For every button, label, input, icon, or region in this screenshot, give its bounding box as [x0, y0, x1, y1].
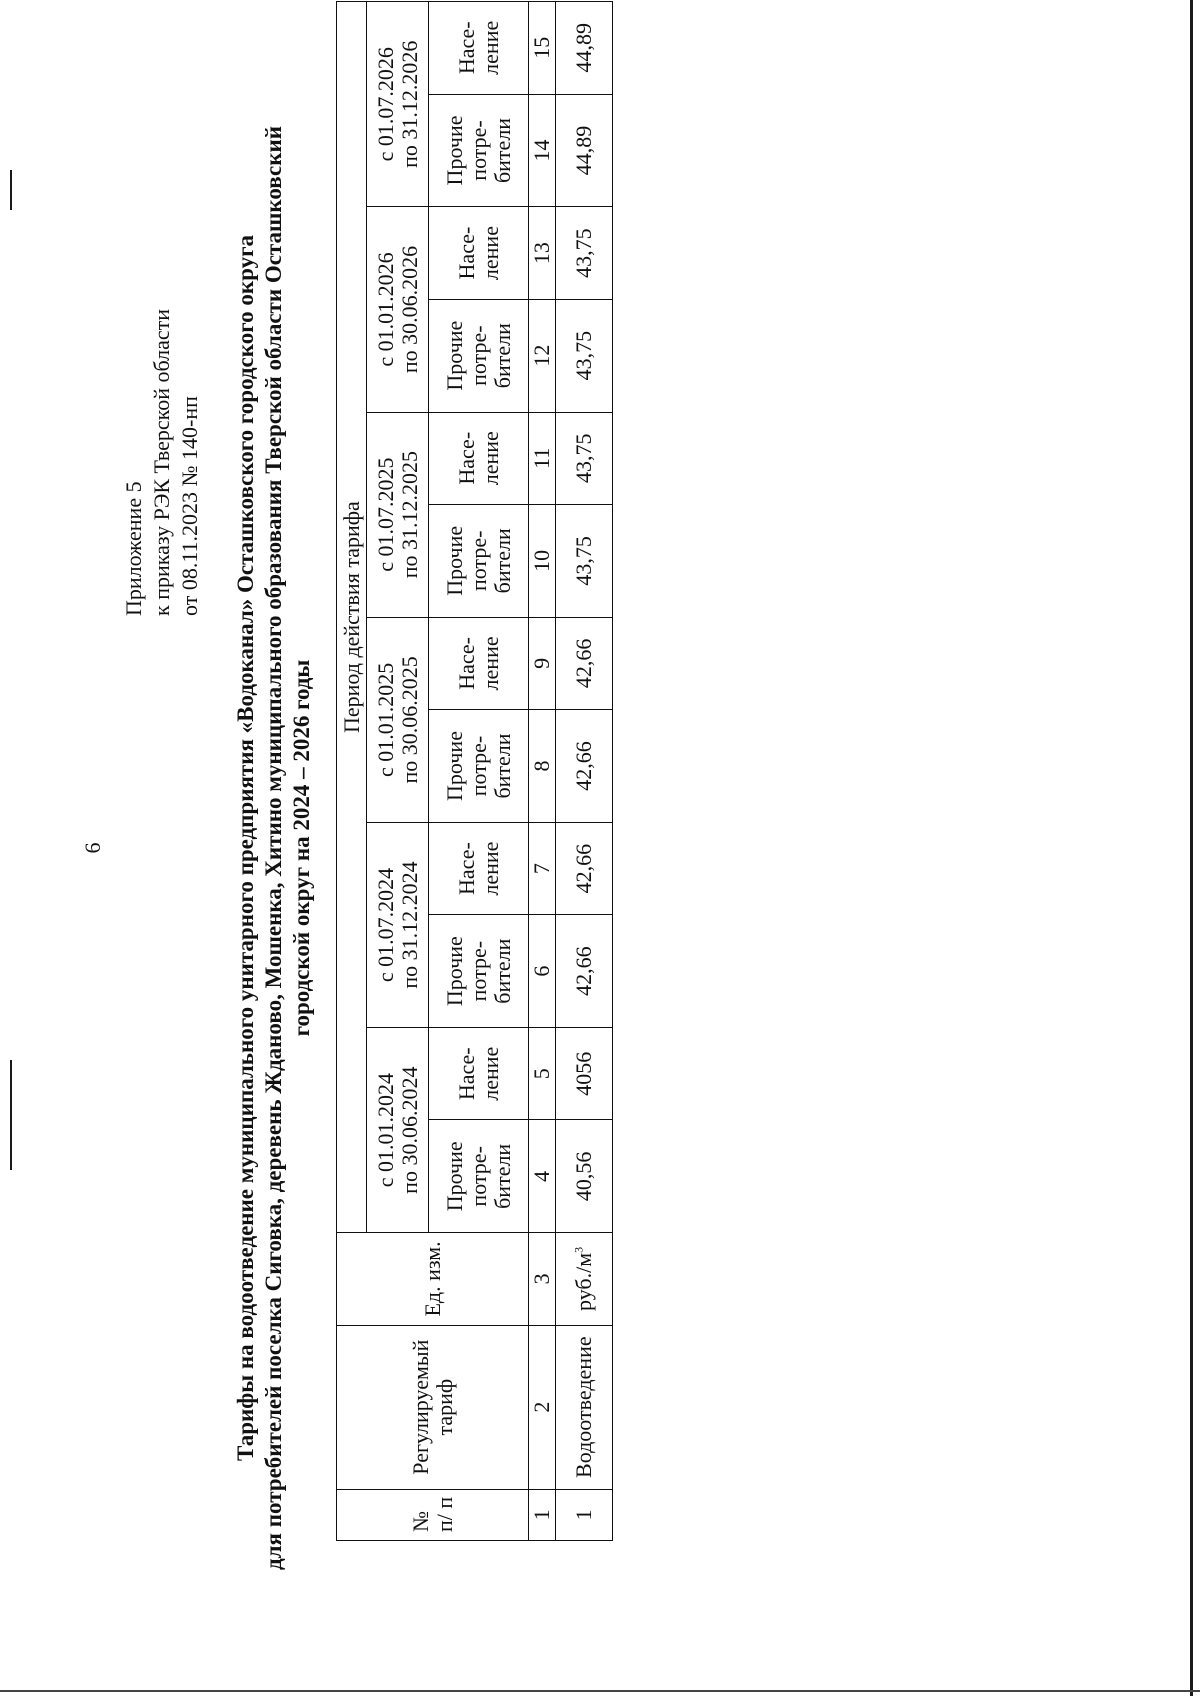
consumer-label-line: Прочие	[441, 936, 467, 1007]
period-end: по 31.12.2025	[396, 451, 422, 579]
column-index: 12	[529, 299, 556, 412]
column-index: 10	[529, 504, 556, 617]
period-end: по 31.12.2024	[396, 861, 422, 989]
consumer-label-line: ление	[477, 636, 503, 691]
column-index: 15	[529, 2, 556, 95]
tariff-value: 43,75	[556, 412, 613, 504]
column-index: 1	[529, 1489, 556, 1540]
consumer-label-line: Насе-	[453, 1047, 479, 1101]
consumer-other-header	[429, 710, 529, 823]
unit-superscript: 3	[571, 1246, 586, 1253]
consumer-label-line: бители	[489, 733, 515, 799]
consumer-label-line: ление	[477, 20, 503, 75]
period-start: с 01.07.2026	[372, 47, 398, 162]
tariff-value: 40,56	[556, 1120, 613, 1233]
period-start: с 01.01.2026	[372, 252, 398, 367]
column-index: 8	[529, 710, 556, 823]
period-cell	[367, 617, 429, 822]
consumer-label-line: потре-	[465, 1146, 491, 1207]
consumer-label-line: потре-	[465, 735, 491, 797]
consumer-other-header	[429, 915, 529, 1028]
period-cell	[367, 207, 429, 412]
column-index: 7	[529, 822, 556, 914]
period-end: по 30.06.2026	[396, 245, 422, 374]
column-index: 9	[529, 617, 556, 709]
period-end: по 30.06.2024	[396, 1066, 422, 1194]
consumer-label-line: ление	[477, 841, 503, 896]
consumer-label-line: бители	[489, 1143, 515, 1209]
consumer-other-header	[429, 1120, 529, 1233]
page-number: 6	[80, 842, 105, 854]
row-number: 1	[556, 1489, 613, 1540]
unit-text: руб./м	[571, 1252, 596, 1311]
consumer-label-line: бители	[489, 938, 515, 1004]
consumer-label-line: Прочие	[441, 731, 467, 801]
consumer-label-line: бители	[489, 117, 515, 184]
period-cell	[367, 412, 429, 617]
consumer-population-header	[429, 207, 529, 299]
tariff-value: 43,75	[556, 207, 613, 299]
consumer-population-header	[429, 822, 529, 914]
tariff-value: 4056	[556, 1028, 613, 1120]
column-header-tariff: Регулируемый тариф	[337, 1325, 529, 1489]
table-row	[556, 2, 613, 1541]
column-index: 4	[529, 1120, 556, 1233]
consumer-label-line: ление	[477, 226, 503, 281]
title-line: для потребителей поселка Сиговка, деревень Жданово, Мошенка, Хитино муниципального образования Тверской области Осташковский	[261, 126, 286, 1570]
column-index: 3	[529, 1233, 556, 1325]
tariff-value: 43,75	[556, 504, 613, 617]
column-index: 13	[529, 207, 556, 299]
title-line: городской округ на 2024 – 2026 годы	[289, 659, 314, 1037]
tariff-value: 42,66	[556, 822, 613, 914]
consumer-label-line: бители	[489, 528, 515, 594]
document-title	[232, 0, 316, 1696]
consumer-other-header	[429, 299, 529, 412]
period-cell	[367, 2, 429, 207]
period-cell	[367, 1028, 429, 1233]
consumer-other-header	[429, 94, 529, 207]
tariff-value: 42,66	[556, 710, 613, 823]
consumer-label-line: потре-	[465, 120, 491, 181]
consumer-label-line: ление	[477, 431, 503, 486]
period-start: с 01.07.2025	[372, 457, 398, 572]
tariff-value: 44,89	[556, 2, 613, 95]
column-index: 2	[529, 1325, 556, 1489]
tariff-value: 42,66	[556, 915, 613, 1028]
row-unit	[556, 1233, 613, 1325]
consumer-label-line: Прочие	[441, 115, 467, 186]
consumer-label-line: Прочие	[441, 525, 467, 596]
consumer-label-line: Прочие	[441, 320, 467, 391]
consumer-label-line: Насе-	[453, 842, 479, 895]
consumer-label-line: потре-	[465, 530, 491, 592]
period-start: с 01.01.2025	[372, 662, 398, 777]
tariff-value: 43,75	[556, 299, 613, 412]
consumer-label-line: бители	[489, 323, 515, 389]
consumer-population-header	[429, 412, 529, 504]
consumer-other-header	[429, 504, 529, 617]
consumer-label-line: ление	[477, 1046, 503, 1101]
column-index-row	[529, 2, 556, 1541]
appendix-line: Приложение 5	[121, 481, 146, 616]
period-header: Период действия тарифа	[337, 2, 367, 1233]
column-index: 5	[529, 1028, 556, 1120]
column-index: 14	[529, 94, 556, 207]
consumer-label-line: потре-	[465, 325, 491, 386]
appendix-line: к приказу РЭК Тверской области	[149, 308, 174, 616]
appendix-block	[120, 309, 204, 616]
consumer-label-line: Насе-	[453, 637, 479, 690]
consumer-population-header	[429, 2, 529, 95]
row-tariff-name: Водоотведение	[556, 1325, 613, 1489]
column-header-unit: Ед. изм.	[337, 1233, 529, 1325]
consumer-population-header	[429, 617, 529, 709]
consumer-label-line: Насе-	[453, 226, 479, 280]
tariff-value: 44,89	[556, 94, 613, 207]
column-index: 6	[529, 915, 556, 1028]
consumer-label-line: потре-	[465, 940, 491, 1002]
period-start: с 01.07.2024	[372, 867, 398, 983]
period-end: по 30.06.2025	[396, 656, 422, 784]
consumer-label-line: Насе-	[453, 431, 479, 485]
consumer-population-header	[429, 1028, 529, 1120]
title-line: Тарифы на водоотведение муниципального унитарного предприятия «Водоканал» Осташковского городского округа	[233, 234, 258, 1462]
period-cell	[367, 822, 429, 1027]
consumer-label-line: Прочие	[441, 1141, 467, 1212]
consumer-label-line: Насе-	[453, 21, 479, 75]
period-start: с 01.01.2024	[372, 1073, 398, 1188]
tariff-table	[336, 1, 613, 1541]
column-index: 11	[529, 412, 556, 504]
tariff-value: 42,66	[556, 617, 613, 709]
period-end: по 31.12.2026	[396, 40, 422, 168]
appendix-line: от 08.11.2023 № 140-нп	[177, 396, 202, 616]
column-header-number: № п/ п	[337, 1489, 529, 1540]
